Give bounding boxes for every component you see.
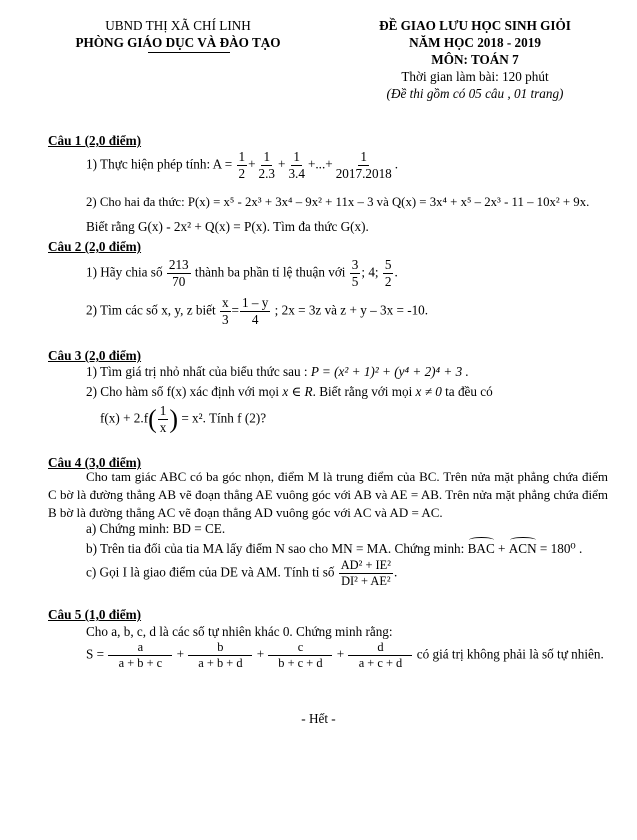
header-left-underline: [148, 52, 230, 53]
q2-frac-1y-4: $\frac{1 - y}{4}$: [241, 295, 269, 327]
header-left-line2: PHÒNG GIÁO DỤC VÀ ĐÀO TẠO: [75, 35, 281, 50]
q2-frac-3-5: $\frac{3}{5}$: [351, 257, 359, 289]
header-right-line5: (Đề thi gồm có 05 câu , 01 trang): [386, 86, 564, 101]
q1-part2: 2) Cho hai đa thức: P(x) = x⁵ - 2x³ + 3x⁴ – 9x² + 11x – 3 và Q(x) = 3x⁴ + x⁵ – 2x³ - 11 – 10x² + 9x.: [86, 195, 590, 209]
q5-statement: Cho a, b, c, d là các số tự nhiên khác 0. Chứng minh rằng:: [86, 624, 393, 639]
q5-title: Câu 5 (1,0 điểm): [48, 607, 142, 622]
q1-frac-2: $\frac{1}{2.3}$: [258, 149, 276, 181]
q4-title: Câu 4 (3,0 điểm): [48, 455, 142, 470]
q3-part3: f(x) + 2.f( $\frac{1}{x}$ ) = x². Tính f (2)?: [100, 403, 267, 435]
angle-bac: BAC: [467, 541, 495, 556]
q5-sum: S = $\frac{a}{a + b + c}$ + $\frac{b}{a + b + d}$ + $\frac{c}{b + c + d}$ + $\frac{d}{a + c + d}$ có giá trị không phải là số tự nhiên.: [86, 640, 604, 670]
q3-frac-1-x: $\frac{1}{x}$: [159, 403, 167, 435]
q2-part1: 1) Hãy chia số $\frac{213}{70}$ thành ba phần tỉ lệ thuận với $\frac{3}{5}$ ; 4; $\frac{5}{2}$ .: [86, 257, 398, 289]
q2-part2: 2) Tìm các số x, y, z biết $\frac{x}{3}$ = $\frac{1 - y}{4}$ ; 2x = 3z và z + y – 3x = -10.: [86, 295, 429, 327]
q2-title: Câu 2 (2,0 điểm): [48, 239, 142, 254]
q5-frac-a: $\frac{a}{a + b + c}$: [108, 641, 172, 670]
q2-frac-x-3: $\frac{x}{3}$: [221, 295, 229, 327]
header-right-line3: MÔN: TOÁN 7: [431, 52, 519, 67]
q1-title: Câu 1 (2,0 điểm): [48, 133, 142, 148]
q1-frac-4: $\frac{1}{2017.2018}$: [335, 149, 392, 181]
q2-frac-213-70: $\frac{213}{70}$: [168, 257, 189, 289]
q5-frac-b: $\frac{b}{a + b + d}$: [188, 641, 252, 670]
q5-frac-c: $\frac{c}{b + c + d}$: [268, 641, 332, 670]
q4-part-b: b) Trên tia đối của tia MA lấy điểm N sao cho MN = MA. Chứng minh: BAC + ACN = 180⁰ .: [86, 541, 583, 556]
footer-end-mark: - Hết -: [301, 711, 336, 726]
q1-part3: Biết rằng G(x) - 2x² + Q(x) = P(x). Tìm đa thức G(x).: [86, 219, 369, 234]
q3-part2: 2) Cho hàm số f(x) xác định với mọi x ∈ R. Biết rằng với mọi x ≠ 0 ta đều có: [86, 384, 493, 399]
q3-expression: P = (x² + 1)² + (y⁴ + 2)⁴ + 3 .: [310, 364, 469, 379]
header-right-line4: Thời gian làm bài: 120 phút: [401, 69, 549, 84]
q5-frac-d: $\frac{d}{a + c + d}$: [348, 641, 412, 670]
header-right-line1: ĐỀ GIAO LƯU HỌC SINH GIỎI: [379, 18, 571, 33]
q1-frac-1: $\frac{1}{2}$: [238, 149, 246, 181]
q4-frac-ratio: $\frac{\text{AD² + IE²}}{\text{DI² + AE²}}$: [340, 558, 391, 588]
q4-part-c: c) Gọi I là giao điểm của DE và AM. Tính tỉ số $\frac{\text{AD² + IE²}}{\text{DI² + AE²}}$ .: [86, 558, 398, 588]
q3-part1: 1) Tìm giá trị nhỏ nhất của biểu thức sau : P = (x² + 1)² + (y⁴ + 2)⁴ + 3 .: [86, 364, 469, 379]
q4-part-a: a) Chứng minh: BD = CE.: [86, 521, 226, 536]
q2-frac-5-2: $\frac{5}{2}$: [384, 257, 392, 289]
angle-acn: ACN: [508, 541, 537, 556]
q3-title: Câu 3 (2,0 điểm): [48, 348, 142, 363]
header-left-line1: UBND THỊ XÃ CHÍ LINH: [105, 18, 251, 33]
q1-part1: 1) Thực hiện phép tính: A = $\frac{1}{2}$ + $\frac{1}{2.3}$ + $\frac{1}{3.4}$ +...+ $\frac{1}{2017.2018}$ .: [86, 149, 399, 181]
q4-paragraph: Cho tam giác ABC có ba góc nhọn, điểm M là trung điểm của BC. Trên nửa mặt phẳng chứa điểm C bờ là đường thẳng AB vẽ đoạn thẳng AE vuông góc với AB và AE = AB. Trên nửa mặt phẳng chứa điểm B bờ là đường thẳng AC vẽ đoạn thẳng AD vuông góc với AC và AD = AC.: [48, 469, 608, 520]
header-right-line2: NĂM HỌC 2018 - 2019: [409, 35, 541, 50]
q1-frac-3: $\frac{1}{3.4}$: [288, 149, 305, 181]
